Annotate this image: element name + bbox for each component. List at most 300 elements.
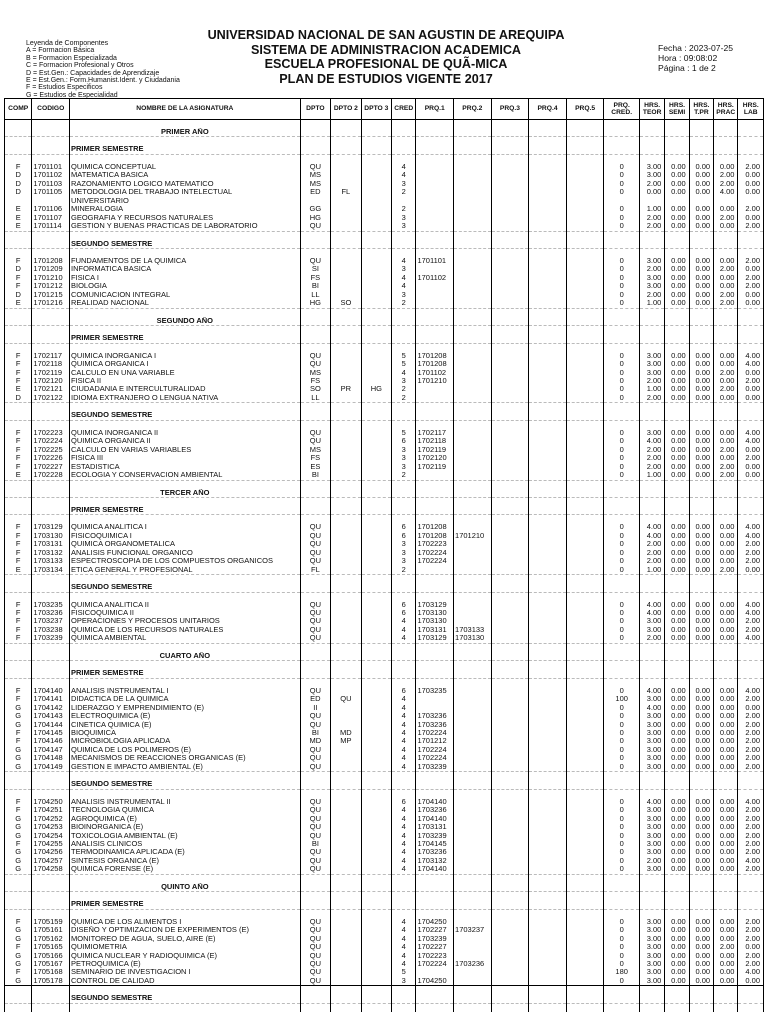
cell-prq1: 1703130 xyxy=(416,617,454,625)
cell-prq3 xyxy=(491,798,529,806)
table-cell xyxy=(32,240,70,249)
cell-prq2: 1703237 xyxy=(454,926,492,934)
table-cell xyxy=(529,506,567,515)
separator-row xyxy=(5,308,764,317)
separator-cell xyxy=(416,661,454,670)
separator-cell xyxy=(665,1003,689,1012)
cell-comp: F xyxy=(5,840,32,848)
legend-line: Leyenda de Componentes xyxy=(26,40,109,47)
separator-cell xyxy=(361,403,391,412)
cell-nombre: TOXICOLOGIA AMBIENTAL (E) xyxy=(70,832,301,840)
separator-cell xyxy=(738,120,764,129)
table-cell xyxy=(714,994,738,1003)
cell-prq5 xyxy=(566,523,604,531)
cell-prq1: 1703132 xyxy=(416,857,454,865)
separator-cell xyxy=(300,231,330,240)
cell-codigo: 1705162 xyxy=(32,935,70,943)
cell-prq-cred: 0 xyxy=(604,377,640,385)
cell-prq4 xyxy=(529,601,567,609)
cell-codigo: 1704145 xyxy=(32,729,70,737)
table-cell xyxy=(361,994,391,1003)
cell-hrs-teor: 4.00 xyxy=(639,523,664,531)
cell-dpto3 xyxy=(361,918,391,926)
cell-prq3 xyxy=(491,352,529,360)
cell-hrs-lab: 2.00 xyxy=(738,377,764,385)
separator-cell xyxy=(689,1003,713,1012)
cell-prq3 xyxy=(491,394,529,403)
cell-dpto: QU xyxy=(300,437,330,445)
separator-cell xyxy=(738,308,764,317)
cell-dpto2: SO xyxy=(331,299,361,308)
cell-dpto2 xyxy=(331,360,361,368)
cell-dpto: QU xyxy=(300,523,330,531)
table-cell xyxy=(566,900,604,909)
table-cell xyxy=(454,900,492,909)
separator-cell xyxy=(70,137,301,146)
cell-prq-cred: 0 xyxy=(604,549,640,557)
table-cell xyxy=(361,883,391,892)
cell-nombre: DISEÑO Y OPTIMIZACION DE EXPERIMENTOS (E) xyxy=(70,926,301,934)
separator-cell xyxy=(300,343,330,352)
cell-hrs-tpr: 0.00 xyxy=(689,601,713,609)
table-cell xyxy=(5,317,32,326)
separator-cell xyxy=(361,661,391,670)
cell-dpto2: PR xyxy=(331,385,361,393)
cell-comp: G xyxy=(5,763,32,772)
separator-cell xyxy=(32,678,70,687)
separator-row xyxy=(5,420,764,429)
cell-hrs-prac: 2.00 xyxy=(714,943,738,951)
cell-prq2 xyxy=(454,918,492,926)
separator-cell xyxy=(454,497,492,506)
separator-cell xyxy=(665,643,689,652)
cell-prq2 xyxy=(454,214,492,222)
cell-prq-cred: 0 xyxy=(604,352,640,360)
separator-cell xyxy=(491,874,529,883)
cell-prq-cred: 0 xyxy=(604,446,640,454)
cell-prq-cred: 0 xyxy=(604,429,640,437)
cell-cred xyxy=(392,197,416,205)
table-cell xyxy=(416,334,454,343)
cell-hrs-semi: 0.00 xyxy=(665,222,689,231)
cell-prq1: 1701208 xyxy=(416,532,454,540)
cell-hrs-semi: 0.00 xyxy=(665,754,689,762)
cell-hrs-semi: 0.00 xyxy=(665,214,689,222)
cell-dpto3 xyxy=(361,197,391,205)
cell-codigo: 1702122 xyxy=(32,394,70,403)
cell-codigo: 1703236 xyxy=(32,609,70,617)
semester-heading-row xyxy=(5,900,764,909)
cell-hrs-tpr: 0.00 xyxy=(689,918,713,926)
separator-cell xyxy=(604,137,640,146)
table-cell xyxy=(738,900,764,909)
cell-cred: 2 xyxy=(392,299,416,308)
cell-prq3 xyxy=(491,463,529,471)
separator-cell xyxy=(529,678,567,687)
cell-hrs-teor: 1.00 xyxy=(639,385,664,393)
separator-cell xyxy=(300,497,330,506)
separator-cell xyxy=(5,678,32,687)
separator-cell xyxy=(639,661,664,670)
cell-dpto2 xyxy=(331,626,361,634)
separator-cell xyxy=(566,661,604,670)
cell-comp: F xyxy=(5,601,32,609)
cell-cred: 6 xyxy=(392,523,416,531)
cell-hrs-tpr: 0.00 xyxy=(689,626,713,634)
table-cell xyxy=(416,583,454,592)
year-heading-row xyxy=(5,317,764,326)
cell-prq5 xyxy=(566,626,604,634)
separator-cell xyxy=(689,308,713,317)
table-cell xyxy=(738,128,764,137)
cell-prq5 xyxy=(566,214,604,222)
cell-hrs-semi: 0.00 xyxy=(665,695,689,703)
separator-cell xyxy=(331,643,361,652)
cell-prq2 xyxy=(454,754,492,762)
separator-cell xyxy=(5,772,32,781)
cell-prq4 xyxy=(529,205,567,213)
separator-cell xyxy=(70,326,301,335)
cell-dpto: QU xyxy=(300,557,330,565)
table-cell xyxy=(714,652,738,661)
cell-hrs-teor: 2.00 xyxy=(639,214,664,222)
study-plan-table xyxy=(4,98,764,1012)
cell-prq4 xyxy=(529,532,567,540)
cell-dpto3 xyxy=(361,704,391,712)
cell-prq-cred: 0 xyxy=(604,687,640,695)
cell-dpto2 xyxy=(331,352,361,360)
cell-prq5 xyxy=(566,394,604,403)
table-cell xyxy=(300,652,330,661)
cell-prq1: 1702223 xyxy=(416,952,454,960)
table-cell xyxy=(491,240,529,249)
cell-dpto3 xyxy=(361,977,391,986)
cell-prq-cred: 0 xyxy=(604,385,640,393)
cell-hrs-prac: 0.00 xyxy=(714,394,738,403)
separator-cell xyxy=(714,772,738,781)
cell-codigo: 1703238 xyxy=(32,626,70,634)
separator-cell xyxy=(300,874,330,883)
cell-hrs-lab: 2.00 xyxy=(738,557,764,565)
cell-dpto: QU xyxy=(300,601,330,609)
cell-nombre: QUIMICA AMBIENTAL xyxy=(70,634,301,643)
cell-hrs-teor: 3.00 xyxy=(639,848,664,856)
cell-cred: 3 xyxy=(392,446,416,454)
separator-cell xyxy=(70,789,301,798)
table-cell xyxy=(566,883,604,892)
cell-hrs-lab: 2.00 xyxy=(738,549,764,557)
cell-dpto2 xyxy=(331,205,361,213)
separator-cell xyxy=(454,575,492,584)
cell-hrs-teor: 3.00 xyxy=(639,352,664,360)
course-row xyxy=(5,394,764,403)
table-cell xyxy=(331,240,361,249)
cell-prq-cred: 0 xyxy=(604,952,640,960)
cell-prq4 xyxy=(529,763,567,772)
separator-cell xyxy=(361,892,391,901)
separator-cell xyxy=(665,575,689,584)
cell-hrs-tpr: 0.00 xyxy=(689,394,713,403)
cell-dpto2 xyxy=(331,763,361,772)
separator-cell xyxy=(665,497,689,506)
table-cell xyxy=(689,900,713,909)
cell-hrs-tpr: 0.00 xyxy=(689,352,713,360)
cell-hrs-prac: 0.00 xyxy=(714,926,738,934)
cell-prq4 xyxy=(529,282,567,290)
cell-nombre: QUIMICA ANALITICA I xyxy=(70,523,301,531)
cell-prq4 xyxy=(529,832,567,840)
cell-hrs-teor: 3.00 xyxy=(639,171,664,179)
table-cell xyxy=(714,145,738,154)
table-cell xyxy=(689,506,713,515)
separator-cell xyxy=(331,120,361,129)
separator-cell xyxy=(738,789,764,798)
separator-cell xyxy=(32,420,70,429)
separator-cell xyxy=(416,420,454,429)
cell-prq2 xyxy=(454,463,492,471)
cell-prq3 xyxy=(491,840,529,848)
separator-cell xyxy=(5,137,32,146)
separator-cell xyxy=(529,874,567,883)
cell-prq3 xyxy=(491,163,529,171)
cell-prq1: 1703129 xyxy=(416,634,454,643)
cell-prq2 xyxy=(454,523,492,531)
cell-dpto2: MP xyxy=(331,737,361,745)
cell-hrs-teor: 2.00 xyxy=(639,454,664,462)
cell-codigo: 1702121 xyxy=(32,385,70,393)
cell-dpto: ED xyxy=(300,188,330,196)
cell-hrs-prac: 0.00 xyxy=(714,549,738,557)
cell-prq4 xyxy=(529,214,567,222)
cell-hrs-semi: 0.00 xyxy=(665,865,689,874)
separator-cell xyxy=(566,575,604,584)
table-cell xyxy=(331,669,361,678)
cell-hrs-lab: 0.00 xyxy=(738,385,764,393)
cell-dpto2 xyxy=(331,634,361,643)
cell-dpto3 xyxy=(361,857,391,865)
cell-cred: 6 xyxy=(392,798,416,806)
separator-cell xyxy=(529,231,567,240)
separator-cell xyxy=(566,137,604,146)
separator-cell xyxy=(491,154,529,163)
cell-nombre: QUIMICA INORGANICA I xyxy=(70,352,301,360)
cell-cred: 4 xyxy=(392,806,416,814)
cell-cred: 5 xyxy=(392,429,416,437)
cell-dpto: QU xyxy=(300,848,330,856)
separator-cell xyxy=(32,154,70,163)
separator-cell xyxy=(361,497,391,506)
cell-hrs-semi: 0.00 xyxy=(665,918,689,926)
separator-cell xyxy=(300,986,330,995)
cell-comp: F xyxy=(5,463,32,471)
cell-dpto: QU xyxy=(300,257,330,265)
cell-hrs-teor: 2.00 xyxy=(639,549,664,557)
cell-nombre: MINERALOGIA xyxy=(70,205,301,213)
separator-cell xyxy=(529,592,567,601)
table-cell xyxy=(454,506,492,515)
cell-nombre: RAZONAMIENTO LOGICO MATEMATICO xyxy=(70,180,301,188)
cell-hrs-prac: 2.00 xyxy=(714,463,738,471)
separator-cell xyxy=(5,154,32,163)
cell-prq-cred: 180 xyxy=(604,968,640,976)
cell-dpto3 xyxy=(361,171,391,179)
cell-hrs-tpr: 0.00 xyxy=(689,609,713,617)
course-row xyxy=(5,926,764,934)
cell-prq4 xyxy=(529,798,567,806)
separator-cell xyxy=(639,120,664,129)
cell-prq5 xyxy=(566,385,604,393)
separator-cell xyxy=(689,120,713,129)
cell-prq4 xyxy=(529,471,567,480)
cell-hrs-lab: 2.00 xyxy=(738,205,764,213)
table-cell xyxy=(5,652,32,661)
cell-dpto: QU xyxy=(300,532,330,540)
cell-hrs-teor: 3.00 xyxy=(639,429,664,437)
separator-cell xyxy=(604,592,640,601)
cell-codigo: 1701103 xyxy=(32,180,70,188)
separator-cell xyxy=(566,1003,604,1012)
separator-cell xyxy=(32,1003,70,1012)
cell-hrs-tpr: 0.00 xyxy=(689,935,713,943)
cell-nombre: QUIMICA CONCEPTUAL xyxy=(70,163,301,171)
cell-comp: E xyxy=(5,566,32,575)
cell-dpto3 xyxy=(361,737,391,745)
table-cell xyxy=(491,489,529,498)
course-row xyxy=(5,369,764,377)
cell-hrs-tpr: 0.00 xyxy=(689,832,713,840)
separator-cell xyxy=(714,909,738,918)
cell-prq4 xyxy=(529,857,567,865)
cell-hrs-lab: 2.00 xyxy=(738,257,764,265)
table-cell xyxy=(714,128,738,137)
cell-prq5 xyxy=(566,823,604,831)
cell-prq2 xyxy=(454,840,492,848)
cell-prq3 xyxy=(491,265,529,273)
separator-cell xyxy=(689,661,713,670)
cell-prq-cred: 0 xyxy=(604,523,640,531)
cell-prq5 xyxy=(566,446,604,454)
separator-cell xyxy=(32,789,70,798)
cell-nombre: QUIMICA ORGANICA I xyxy=(70,360,301,368)
table-cell xyxy=(529,128,567,137)
separator-cell xyxy=(665,154,689,163)
cell-hrs-tpr: 0.00 xyxy=(689,471,713,480)
separator-cell xyxy=(454,592,492,601)
separator-cell xyxy=(32,248,70,257)
cell-nombre: FISICA I xyxy=(70,274,301,282)
semester-heading-row xyxy=(5,780,764,789)
course-row xyxy=(5,806,764,814)
cell-comp: F xyxy=(5,729,32,737)
table-cell xyxy=(529,583,567,592)
separator-cell xyxy=(392,248,416,257)
cell-prq1 xyxy=(416,265,454,273)
cell-dpto2: FL xyxy=(331,188,361,196)
cell-hrs-semi: 0.00 xyxy=(665,806,689,814)
cell-hrs-teor: 4.00 xyxy=(639,687,664,695)
cell-prq1: 1702117 xyxy=(416,429,454,437)
table-cell xyxy=(529,652,567,661)
separator-cell xyxy=(454,874,492,883)
cell-dpto2 xyxy=(331,918,361,926)
cell-hrs-prac: 0.00 xyxy=(714,729,738,737)
cell-prq3 xyxy=(491,566,529,575)
cell-prq2 xyxy=(454,687,492,695)
cell-dpto3 xyxy=(361,377,391,385)
table-cell xyxy=(665,334,689,343)
separator-cell xyxy=(689,497,713,506)
cell-prq4 xyxy=(529,721,567,729)
cell-hrs-tpr: 0.00 xyxy=(689,840,713,848)
cell-hrs-prac: 0.00 xyxy=(714,952,738,960)
table-cell xyxy=(392,128,416,137)
cell-comp: D xyxy=(5,180,32,188)
separator-cell xyxy=(300,154,330,163)
cell-hrs-teor: 2.00 xyxy=(639,222,664,231)
separator-cell xyxy=(416,231,454,240)
separator-cell xyxy=(361,772,391,781)
cell-prq2 xyxy=(454,857,492,865)
cell-hrs-tpr: 0.00 xyxy=(689,977,713,986)
cell-dpto2: MD xyxy=(331,729,361,737)
separator-cell xyxy=(331,986,361,995)
cell-prq4 xyxy=(529,634,567,643)
separator-cell xyxy=(689,515,713,524)
cell-hrs-teor: 2.00 xyxy=(639,634,664,643)
separator-cell xyxy=(714,643,738,652)
cell-hrs-tpr: 0.00 xyxy=(689,823,713,831)
cell-hrs-tpr: 0.00 xyxy=(689,754,713,762)
cell-prq1 xyxy=(416,291,454,299)
cell-comp: G xyxy=(5,960,32,968)
cell-comp: G xyxy=(5,952,32,960)
course-row xyxy=(5,532,764,540)
course-row xyxy=(5,188,764,196)
table-cell xyxy=(331,652,361,661)
cell-prq-cred: 0 xyxy=(604,865,640,874)
table-cell xyxy=(331,317,361,326)
separator-cell xyxy=(665,909,689,918)
cell-hrs-lab: 2.00 xyxy=(738,163,764,171)
cell-prq1 xyxy=(416,394,454,403)
cell-prq4 xyxy=(529,222,567,231)
separator-cell xyxy=(738,154,764,163)
cell-prq2 xyxy=(454,188,492,196)
cell-hrs-teor: 3.00 xyxy=(639,968,664,976)
cell-dpto2 xyxy=(331,549,361,557)
separator-cell xyxy=(392,120,416,129)
table-cell xyxy=(665,883,689,892)
separator-cell xyxy=(5,120,32,129)
table-cell xyxy=(300,669,330,678)
cell-dpto2 xyxy=(331,394,361,403)
course-row xyxy=(5,446,764,454)
cell-codigo: 1702117 xyxy=(32,352,70,360)
cell-dpto3 xyxy=(361,446,391,454)
table-cell xyxy=(738,489,764,498)
cell-dpto2 xyxy=(331,180,361,188)
cell-nombre: GEOGRAFIA Y RECURSOS NATURALES xyxy=(70,214,301,222)
cell-hrs-teor: 4.00 xyxy=(639,532,664,540)
cell-hrs-lab: 0.00 xyxy=(738,188,764,196)
separator-cell xyxy=(454,403,492,412)
separator-cell xyxy=(70,497,301,506)
separator-cell xyxy=(331,497,361,506)
cell-cred: 4 xyxy=(392,729,416,737)
cell-prq1: 1703239 xyxy=(416,832,454,840)
cell-dpto: QU xyxy=(300,926,330,934)
table-cell xyxy=(639,883,664,892)
